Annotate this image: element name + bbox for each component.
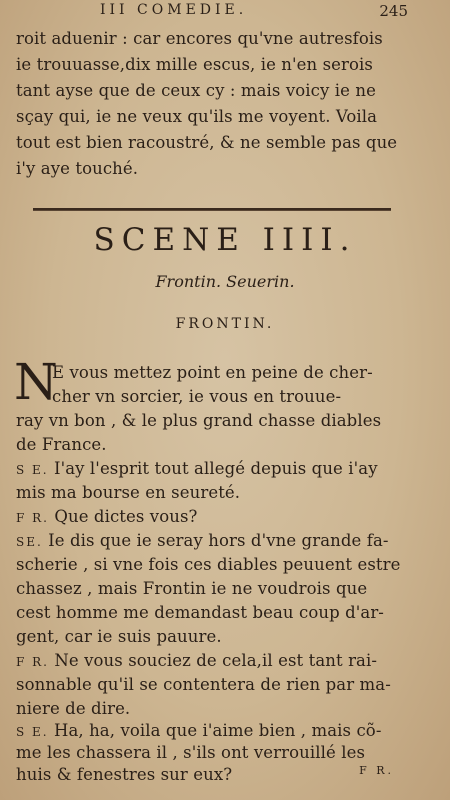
text-line: niere de dire. [16,699,131,718]
speech-line [16,456,406,483]
speaker-label: F R. [16,511,49,525]
text-line: chassez , mais Frontin ie ne voudrois que [16,579,368,598]
page-number: 245 [379,2,408,20]
text-line: i'y aye touché. [16,159,139,178]
text-line: cher vn sorcier, ie vous en trouue- [52,387,342,406]
speaker-label: F R. [16,655,49,669]
text-line: tant ayse que de ceux cy : mais voicy ie ne [16,81,376,100]
text-line: huis & fenestres sur eux? [16,765,233,784]
speaker-heading: FRONTIN. [175,316,275,332]
catchword: F R. [359,764,394,777]
running-title: III COMEDIE. [100,2,248,18]
speaker-label: SE. [16,535,43,549]
text-line: ray vn bon , & le plus grand chasse diables [16,411,382,430]
text-line: roit aduenir : car encores qu'vne autresfois [16,29,383,48]
speech-text: Ie dis que ie seray hors d'vne grande fa- [48,531,389,550]
text-line: sonnable qu'il se contentera de rien par ma- [16,675,391,694]
text-line: mis ma bourse en seureté. [16,483,241,502]
text-line: sçay qui, ie ne veux qu'ils me voyent. Voila [16,107,378,126]
page-header [0,2,450,22]
text-line: tout est bien racoustré, & ne semble pas que [16,133,398,152]
text-line: ie trouuasse,dix mille escus, ie n'en serois [16,55,373,74]
speaker-label: S E. [16,463,49,477]
speech-text: Ne vous souciez de cela,il est tant rai- [54,651,378,670]
speech-line [16,528,406,555]
text-line: scherie , si vne fois ces diables peuuent estre [16,555,401,574]
section-divider [33,208,391,211]
text-line: cest homme me demandast beau coup d'ar- [16,603,384,622]
text-line: gent, car ie suis pauure. [16,627,222,646]
text-line: E vous mettez point en peine de cher- [52,363,373,382]
speech-text: Ha, ha, voila que i'aime bien , mais cõ- [53,721,382,740]
drop-cap: N [14,353,58,411]
text-line: me les chassera il , s'ils ont verrouillé les [16,743,366,762]
speaker-label: S E. [16,725,49,739]
speech-text: I'ay l'esprit tout allegé depuis que i'ay [53,459,378,478]
speech-line [16,648,406,675]
speech-text: Que dictes vous? [54,507,198,526]
scene-title: SCENE IIII. [93,222,357,258]
character-list: Frontin. Seuerin. [155,272,295,291]
text-line: de France. [16,435,107,454]
speech-line [16,504,406,531]
